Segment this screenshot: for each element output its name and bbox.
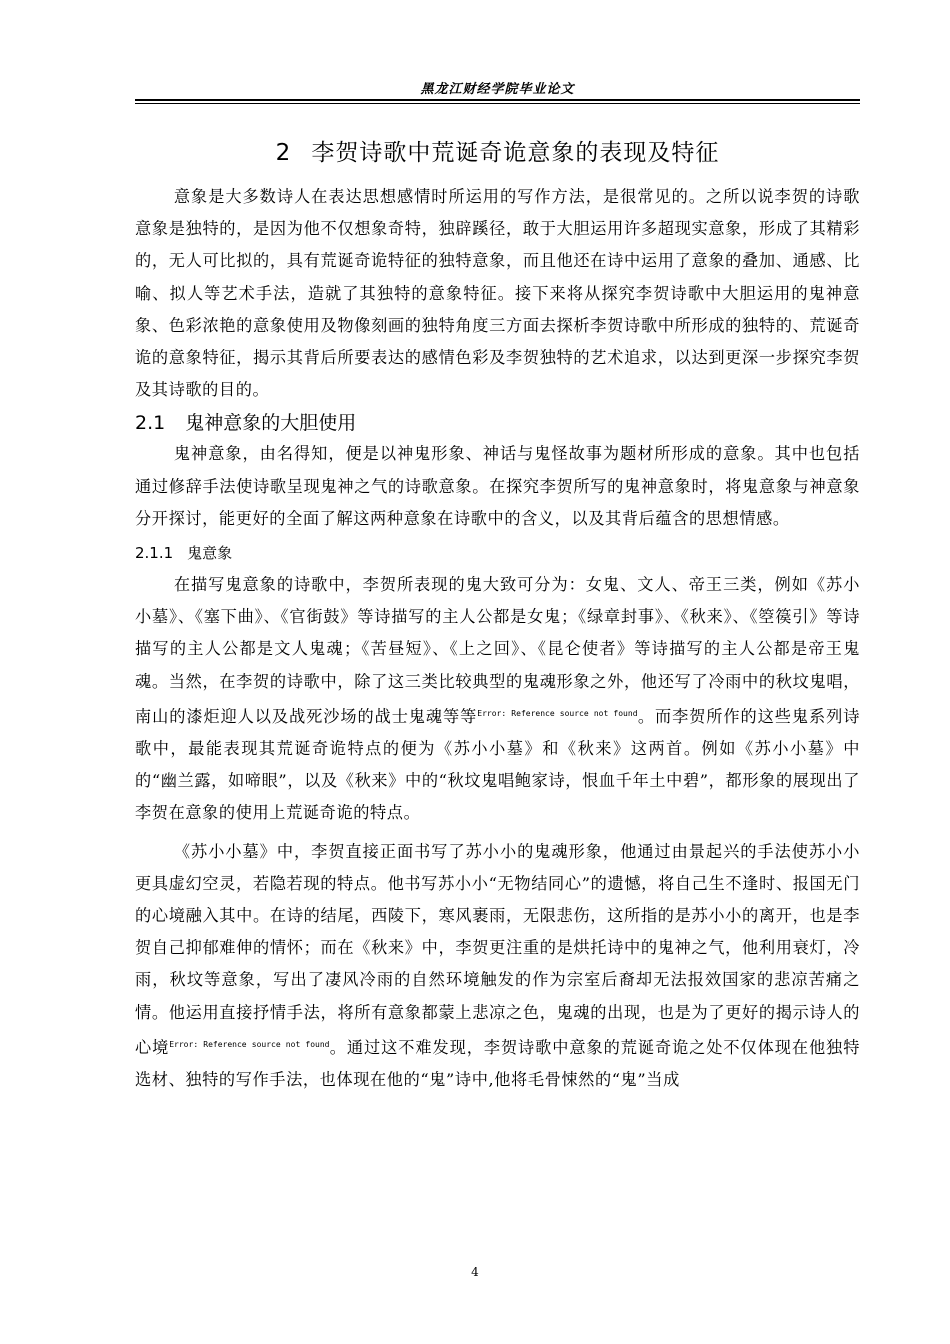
section-2-1-paragraph: 鬼神意象，由名得知，便是以神鬼形象、神话与鬼怪故事为题材所形成的意象。其中也包括通过修辞手法使诗歌呈现鬼神之气的诗歌意象。在探究李贺所写的鬼神意象时，将鬼意象与神意象分开探讨，能更好的全面了解这两种意象在诗歌中的含义，以及其背后蕴含的思想情感。 — [135, 444, 860, 528]
paragraph-text: 。而李贺所作的这些鬼系列诗歌中，最能表现其荒诞奇诡特点的便为《苏小小墓》和《秋来》这两首。例如《苏小小墓》中的“幽兰露，如啼眼”，以及《秋来》中的“秋坟鬼唱鲍家诗，恨血千年土中碧”，都形象的展现出了李贺在意象的使用上荒诞奇诡的特点。 — [135, 706, 860, 823]
ghost-imagery-paragraph-2 — [135, 836, 860, 1097]
chapter-number: 2 — [275, 140, 292, 166]
header-rule — [135, 99, 860, 104]
paragraph-text: 《苏小小墓》中，李贺直接正面书写了苏小小的鬼魂形象，他通过由景起兴的手法使苏小小更具虚幻空灵，若隐若现的特点。他书写苏小小“无物结同心”的遗憾，将自己生不逢时、报国无门的心境融入其中。在诗的结尾，西陵下，寒风裹雨，无限悲伤，这所指的是苏小小的离开，也是李贺自己抑郁难伸的情怀；而在《秋来》中，李贺更注重的是烘托诗中的鬼神之气，他利用衰灯，冷雨，秋坟等意象，写出了凄风冷雨的自然环境触发的作为宗室后裔却无法报效国家的悲凉苦痛之情。他运用直接抒情手法，将所有意象都蒙上悲凉之色，鬼魂的出现，也是为了更好的揭示诗人的心境 — [135, 841, 860, 1057]
subsection-heading-2-1-1 — [135, 539, 860, 567]
reference-error-note: Error: Reference source not found — [169, 1039, 330, 1049]
page-content — [135, 120, 860, 1096]
subsection-number: 2.1.1 — [135, 544, 174, 563]
chapter-title: 李贺诗歌中荒诞奇诡意象的表现及特征 — [311, 140, 720, 166]
subsection-title: 鬼意象 — [187, 544, 233, 563]
reference-error-note: Error: Reference source not found — [477, 708, 638, 718]
section-number: 2.1 — [135, 412, 166, 435]
page-number: 4 — [471, 1265, 479, 1279]
chapter-heading — [135, 134, 860, 167]
paragraph-text: 。通过这不难发现，李贺诗歌中意象的荒诞奇诡之处不仅体现在他独特选材、独特的写作手法，也体现在他的“鬼”诗中,他将毛骨悚然的“鬼”当成 — [135, 1037, 860, 1090]
section-title: 鬼神意象的大胆使用 — [185, 412, 357, 435]
section-heading-2-1 — [135, 408, 860, 438]
ghost-imagery-paragraph-1 — [135, 569, 860, 830]
running-header: 黑龙江财经学院毕业论文 — [420, 82, 575, 97]
paragraph-text: 在描写鬼意象的诗歌中，李贺所表现的鬼大致可分为：女鬼、文人、帝王三类，例如《苏小小墓》、《塞下曲》、《官街鼓》等诗描写的主人公都是女鬼；《绿章封事》、《秋来》、《箜篌引》等诗描写的主人公都是文人鬼魂；《苦昼短》、《上之回》、《昆仑使者》等诗描写的主人公都是帝王鬼魂。当然，在李贺的诗歌中，除了这三类比较典型的鬼魂形象之外，他还写了冷雨中的秋坟鬼唱，南山的漆炬迎人以及战死沙场的战士鬼魂等等 — [135, 575, 860, 726]
intro-paragraph: 意象是大多数诗人在表达思想感情时所运用的写作方法，是很常见的。之所以说李贺的诗歌意象是独特的，是因为他不仅想象奇特，独辟蹊径，敢于大胆运用许多超现实意象，形成了其精彩的，无人可比拟的，具有荒诞奇诡特征的独特意象，而且他还在诗中运用了意象的叠加、通感、比喻、拟人等艺术手法，造就了其独特的意象特征。接下来将从探究李贺诗歌中大胆运用的鬼神意象、色彩浓艳的意象使用及物像刻画的独特角度三方面去探析李贺诗歌中所形成的独特的、荒诞奇诡的意象特征，揭示其背后所要表达的感情色彩及李贺独特的艺术追求，以达到更深一步探究李贺及其诗歌的目的。 — [135, 187, 860, 400]
